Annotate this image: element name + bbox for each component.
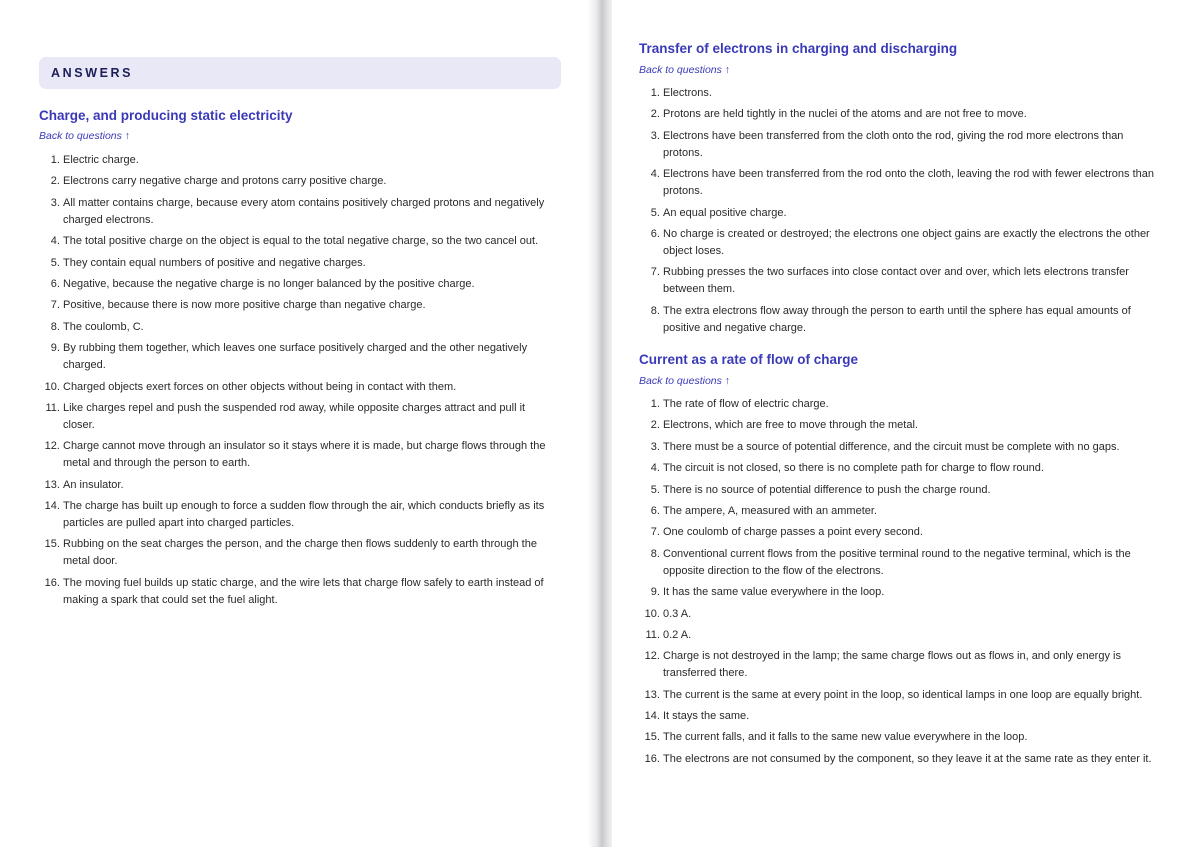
answer-number: 8. (650, 547, 663, 560)
answer-text: There must be a source of potential difference, and the circuit must be complete with no gaps. (663, 440, 1120, 453)
answer-number: 7. (650, 266, 663, 279)
answer-text: Electrons have been transferred from the cloth onto the rod, giving the rod more electrons than protons. (663, 129, 1124, 159)
answer-item (639, 708, 1169, 725)
answer-text: Charge cannot move through an insulator so it stays where it is made, but charge flows through the metal and through the person to earth. (63, 440, 546, 470)
answer-item (639, 303, 1163, 337)
answer-text: Like charges repel and push the suspended rod away, while opposite charges attract and pull it closer. (63, 401, 526, 431)
answer-number: 5. (650, 483, 663, 496)
answer-number: 13. (644, 688, 663, 701)
answer-item (39, 255, 551, 272)
answer-item (639, 482, 1169, 499)
answer-number: 3. (650, 129, 663, 142)
answer-number: 12. (44, 440, 63, 453)
answer-number: 14. (44, 500, 63, 513)
answer-item (39, 498, 551, 532)
answer-text: The electrons are not consumed by the component, so they leave it at the same rate as they enter it. (663, 752, 1152, 765)
answer-text: The ampere, A, measured with an ammeter. (663, 504, 877, 517)
answer-text: It stays the same. (663, 710, 750, 723)
left-page (0, 0, 592, 847)
answer-item (639, 106, 1163, 123)
answer-item (39, 152, 551, 169)
answer-number: 2. (650, 419, 663, 432)
answer-list-current (639, 396, 1169, 772)
answer-item (39, 575, 551, 609)
answer-text: Electrons, which are free to move through the metal. (663, 419, 918, 432)
answer-number: 6. (50, 277, 63, 290)
answers-header (39, 57, 561, 89)
answer-item (639, 687, 1169, 704)
answer-text: Electrons. (663, 87, 712, 99)
answer-number: 15. (44, 538, 63, 551)
answer-number: 16. (44, 576, 63, 589)
answer-number: 9. (650, 586, 663, 599)
answer-item (639, 729, 1169, 746)
answer-item (639, 584, 1169, 601)
answer-text: 0.2 A. (663, 628, 692, 641)
answer-number: 10. (44, 380, 63, 393)
answer-text: An insulator. (63, 478, 124, 491)
answer-text: Positive, because there is now more positive charge than negative charge. (63, 299, 426, 312)
answer-number: 4. (650, 462, 663, 475)
answer-text: The moving fuel builds up static charge, and the wire lets that charge flow safely to earth instead of making a spark that could set the fuel alight. (63, 576, 544, 606)
answer-number: 4. (50, 235, 63, 248)
answer-number: 6. (650, 504, 663, 517)
answer-number: 1. (650, 87, 663, 99)
answer-item (639, 439, 1169, 456)
answer-number: 16. (644, 752, 663, 765)
answer-text: An equal positive charge. (663, 206, 787, 219)
back-to-questions-link[interactable]: Back to questions ↑ (39, 130, 131, 142)
answer-text: Electric charge. (63, 154, 139, 166)
answer-text: Electrons have been transferred from the rod onto the cloth, leaving the rod with fewer electrons than protons. (663, 168, 1154, 198)
answer-item (639, 751, 1169, 768)
answer-list-transfer (639, 85, 1163, 341)
answer-number: 12. (644, 650, 663, 663)
answer-item (639, 627, 1169, 644)
answer-text: They contain equal numbers of positive and negative charges. (63, 256, 366, 269)
answer-text: By rubbing them together, which leaves one surface positively charged and the other negatively charged. (63, 342, 528, 372)
answer-item (639, 417, 1169, 434)
answer-text: The circuit is not closed, so there is no complete path for charge to flow round. (663, 462, 1044, 475)
answer-number: 7. (50, 299, 63, 312)
answer-text: The current is the same at every point in the loop, so identical lamps in one loop are equally bright. (663, 688, 1143, 701)
answer-number: 15. (644, 731, 663, 744)
answer-number: 7. (650, 526, 663, 539)
answer-text: The extra electrons flow away through the person to earth until the sphere has equal amounts of positive and negative charge. (663, 304, 1131, 334)
answer-number: 11. (645, 628, 663, 641)
answer-item (639, 524, 1169, 541)
answer-text: Charged objects exert forces on other objects without being in contact with them. (63, 380, 457, 393)
answer-number: 13. (44, 478, 63, 491)
answer-item (639, 546, 1169, 580)
answer-number: 3. (50, 196, 63, 209)
answer-number: 14. (644, 710, 663, 723)
answer-number: 5. (50, 256, 63, 269)
back-to-questions-link[interactable]: Back to questions ↑ (639, 64, 731, 76)
answer-number: 10. (644, 607, 663, 620)
answer-text: Electrons carry negative charge and protons carry positive charge. (63, 175, 387, 188)
answer-text: The current falls, and it falls to the same new value everywhere in the loop. (663, 731, 1028, 744)
answer-number: 6. (650, 227, 663, 240)
answer-item (39, 297, 551, 314)
answer-text: Charge is not destroyed in the lamp; the same charge flows out as flows in, and only energy is transferred there. (663, 650, 1121, 680)
answer-number: 2. (650, 108, 663, 121)
answer-item (39, 195, 551, 229)
answer-number: 4. (650, 168, 663, 181)
answer-item (39, 536, 551, 570)
answer-number: 5. (650, 206, 663, 219)
answer-item (639, 648, 1169, 682)
answer-item (39, 173, 551, 190)
answer-number: 1. (50, 154, 63, 166)
answer-number: 1. (650, 398, 663, 410)
answer-item (39, 340, 551, 374)
answer-item (639, 503, 1169, 520)
answer-item (39, 438, 551, 472)
answer-list-charge (39, 152, 551, 613)
answer-text: The charge has built up enough to force a sudden flow through the air, which conducts briefly as its particles are pulled apart into charged particles. (63, 500, 545, 530)
answer-item (639, 460, 1169, 477)
answers-header-label: ANSWERS (51, 66, 134, 80)
answer-text: It has the same value everywhere in the loop. (663, 586, 885, 599)
section-title-current: Current as a rate of flow of charge (639, 352, 859, 367)
answer-item (639, 606, 1169, 623)
right-page (612, 0, 1200, 847)
answer-text: All matter contains charge, because every atom contains positively charged protons and negatively charged electrons. (63, 196, 545, 226)
section-title-transfer: Transfer of electrons in charging and discharging (639, 41, 958, 56)
answer-text: Protons are held tightly in the nuclei of the atoms and are not free to move. (663, 108, 1027, 121)
answer-number: 2. (50, 175, 63, 188)
answer-item (39, 400, 551, 434)
answer-text: The rate of flow of electric charge. (663, 398, 829, 410)
answer-item (39, 319, 551, 336)
answer-text: 0.3 A. (663, 607, 692, 620)
answer-text: The coulomb, C. (63, 320, 144, 333)
answer-item (639, 166, 1163, 200)
answer-item (639, 205, 1163, 222)
answer-text: One coulomb of charge passes a point every second. (663, 526, 923, 539)
answer-item (639, 85, 1163, 102)
answer-item (639, 226, 1163, 260)
answer-item (639, 396, 1169, 413)
answer-text: Rubbing presses the two surfaces into close contact over and over, which lets electrons transfer between them. (663, 266, 1129, 296)
answer-number: 8. (650, 304, 663, 317)
answer-text: Rubbing on the seat charges the person, and the charge then flows suddenly to earth through the metal door. (63, 538, 537, 568)
back-to-questions-link[interactable]: Back to questions ↑ (639, 375, 731, 387)
answer-item (639, 264, 1163, 298)
answer-text: No charge is created or destroyed; the electrons one object gains are exactly the electrons the other object loses. (663, 227, 1150, 257)
section-title-charge: Charge, and producing static electricity (39, 108, 293, 123)
answer-number: 9. (50, 342, 63, 355)
answer-item (39, 233, 551, 250)
answer-text: Negative, because the negative charge is no longer balanced by the positive charge. (63, 277, 475, 290)
answer-text: Conventional current flows from the positive terminal round to the negative terminal, which is the opposite direction to the flow of the electrons. (663, 547, 1131, 577)
answer-item (39, 379, 551, 396)
answer-text: The total positive charge on the object is equal to the total negative charge, so the two cancel out. (63, 235, 539, 248)
answer-number: 8. (50, 320, 63, 333)
answer-number: 11. (45, 401, 63, 414)
answer-item (39, 276, 551, 293)
answer-number: 3. (650, 440, 663, 453)
answer-text: There is no source of potential difference to push the charge round. (663, 483, 991, 496)
answer-item (39, 477, 551, 494)
answer-item (639, 128, 1163, 162)
